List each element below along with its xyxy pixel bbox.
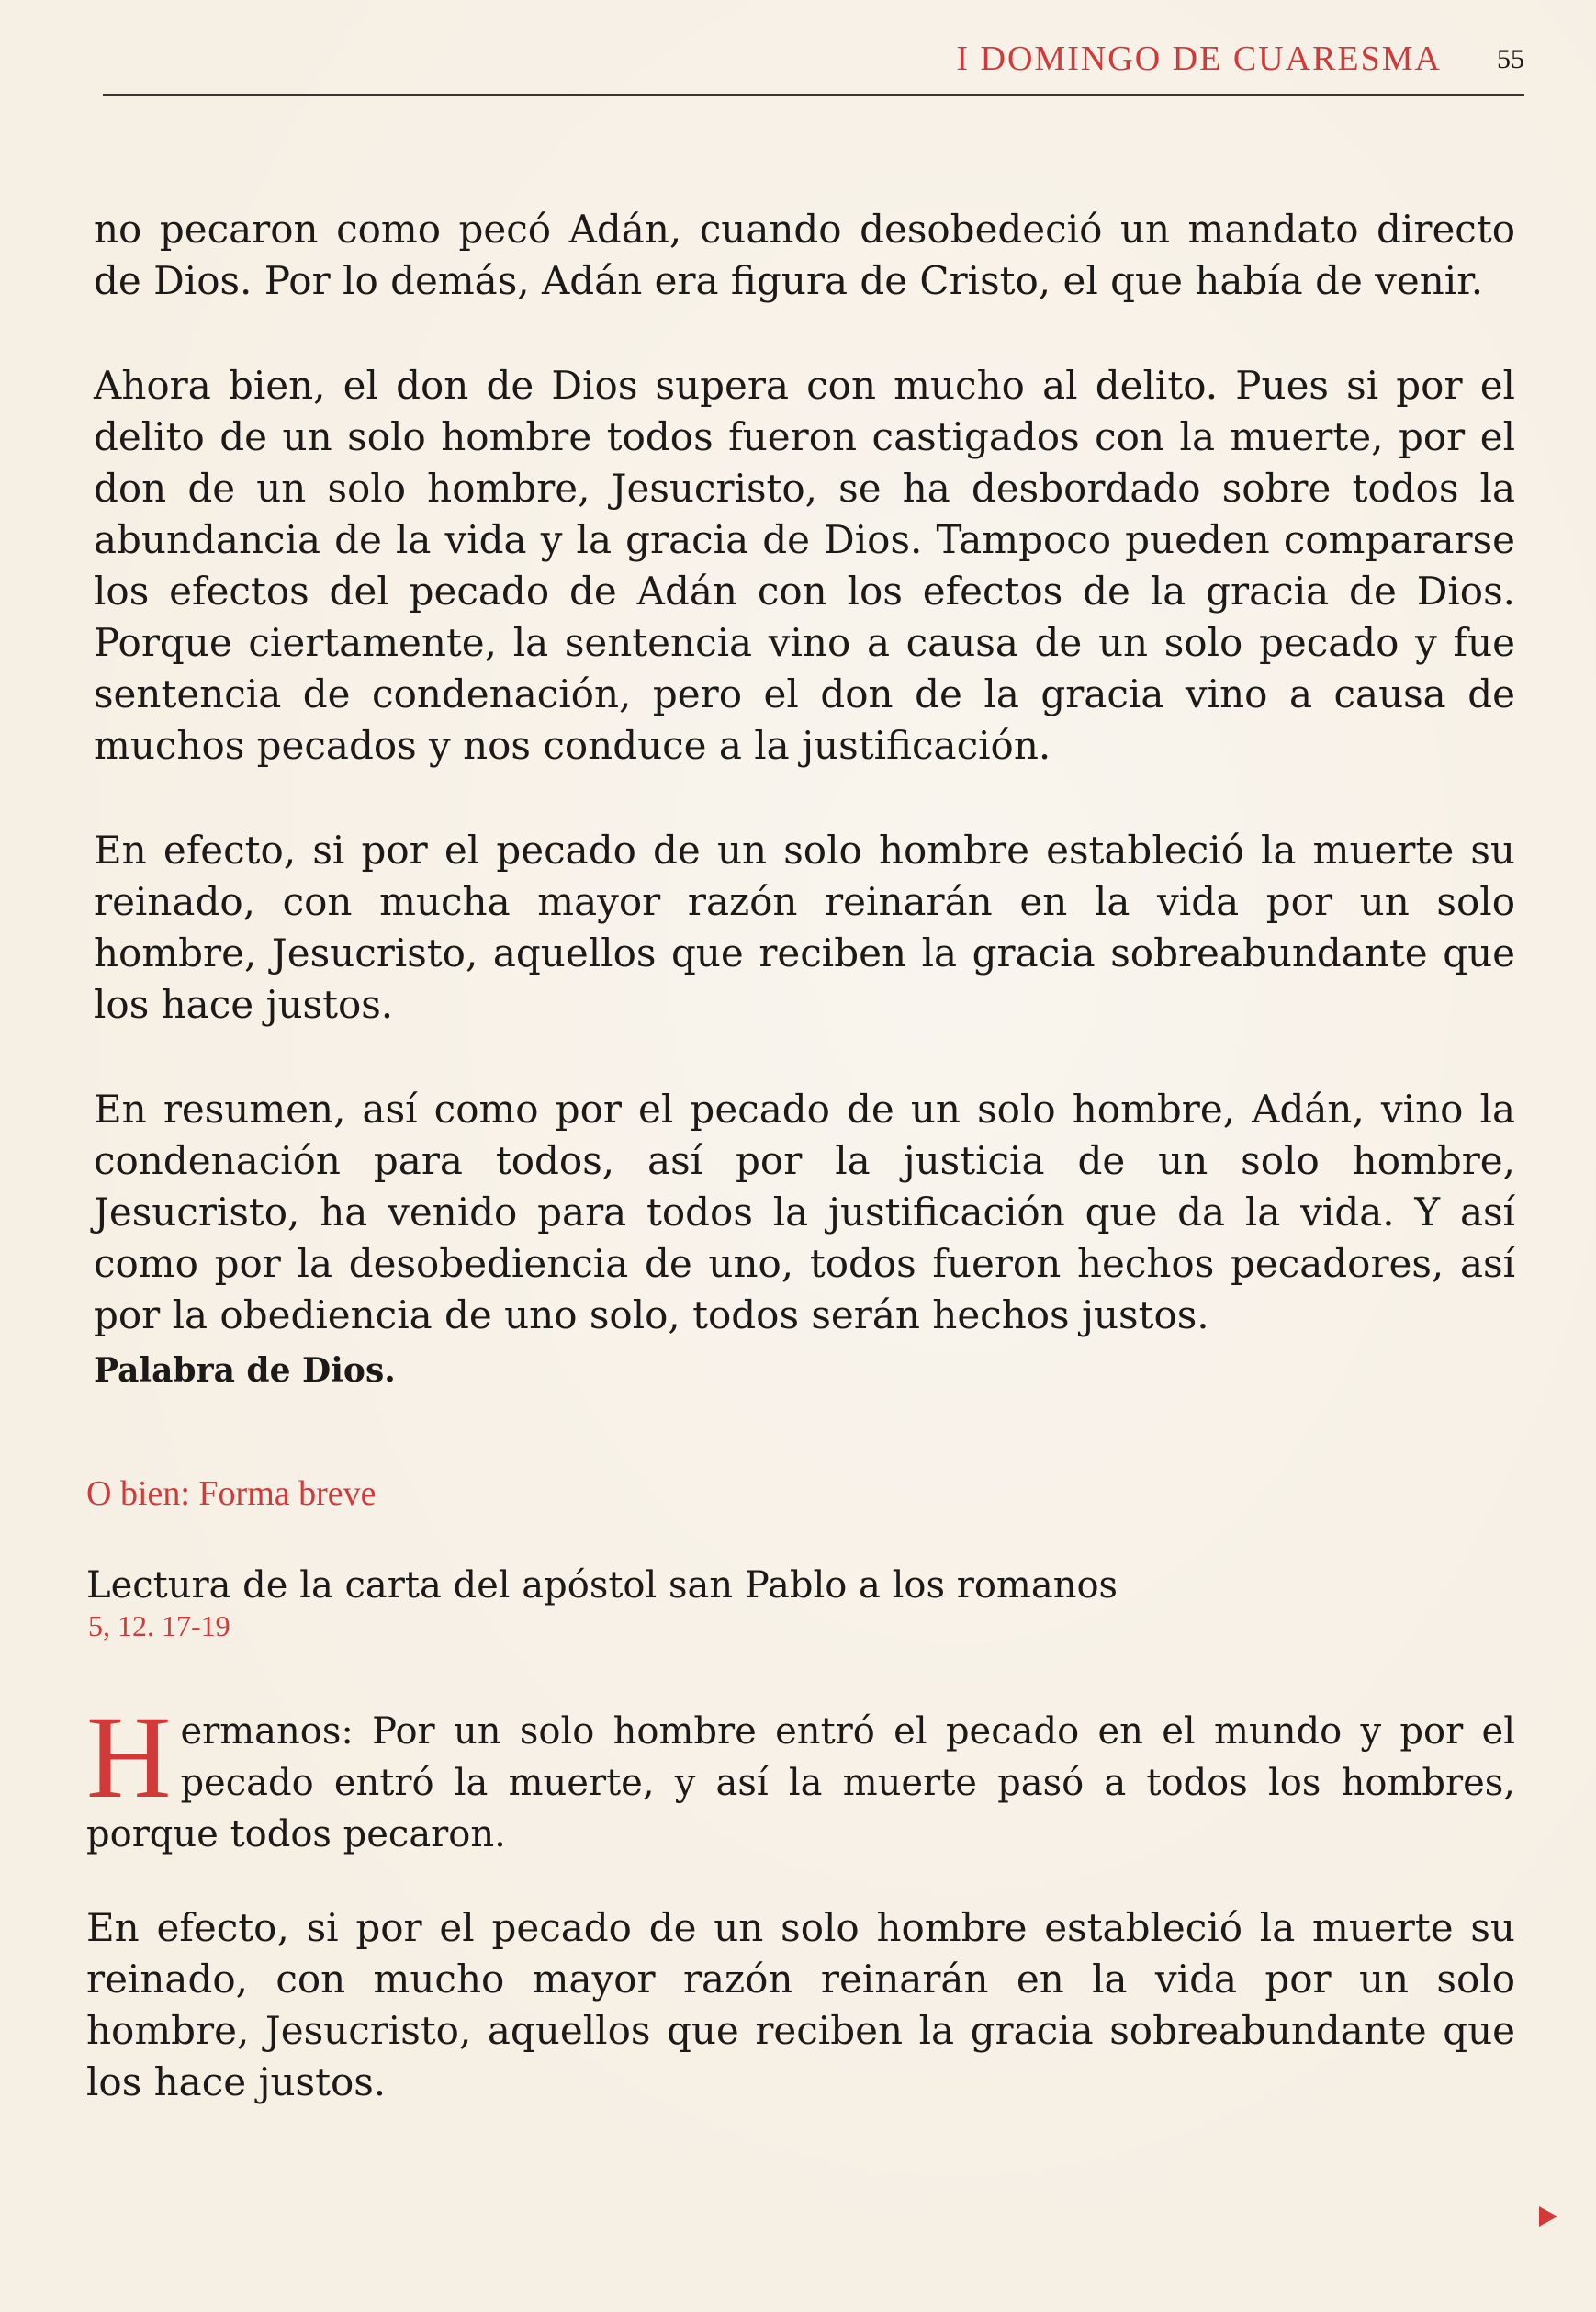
alternative-label: O bien: Forma breve: [86, 1474, 377, 1513]
short-form-paragraph-2: En efecto, si por el pecado de un solo hombre estableció la muerte su reinado, con mucho mayor razón reinarán en la vida por un solo hombre, Jesucristo, aquellos que reciben la gracia sobreabundante que los hace justos.: [86, 1905, 1515, 2104]
short-form-paragraph-1: [86, 1692, 1515, 1860]
drop-cap: H: [86, 1692, 172, 1822]
short-form-paragraph-1-text: ermanos: Por un solo hombre entró el pecado en el mundo y por el pecado entró la muerte, y así la muerte pasó a todos los hombres, porque todos pecaron.: [86, 1710, 1515, 1855]
page-number: 55: [1497, 44, 1524, 74]
paragraph-1: no pecaron como pecó Adán, cuando desobedeció un mandato directo de Dios. Por lo demás, Adán era figura de Cristo, el que había de venir.: [94, 207, 1515, 303]
reading-title: Lectura de la carta del apóstol san Pablo a los romanos: [86, 1564, 1118, 1607]
scripture-citation: 5, 12. 17-19: [88, 1609, 230, 1642]
closing-acclamation: Palabra de Dios.: [94, 1351, 396, 1390]
page-header: [103, 33, 1524, 96]
paragraph-2: Ahora bien, el don de Dios supera con mucho al delito. Pues si por el delito de un solo hombre todos fueron castigados con la muerte, por el don de un solo hombre, Jesucristo, se ha desbordado sobre todos la abundancia de la vida y la gracia de Dios. Tampoco pueden compararse los efectos del pecado de Adán con los efectos de la gracia de Dios. Porque ciertamente, la sentencia vino a causa de un solo pecado y fue sentencia de condenación, pero el don de la gracia vino a causa de muchos pecados y nos conduce a la justificación.: [94, 363, 1515, 768]
next-page-arrow-icon: [1539, 2206, 1557, 2227]
running-head: I DOMINGO DE CUARESMA: [956, 39, 1442, 78]
reading-body: [86, 204, 1515, 2161]
paragraph-3: En efecto, si por el pecado de un solo hombre estableció la muerte su reinado, con mucha mayor razón reinarán en la vida por un solo hombre, Jesucristo, aquellos que reciben la gracia sobreabundante que los hace justos.: [94, 828, 1515, 1027]
paragraph-4: En resumen, así como por el pecado de un solo hombre, Adán, vino la condenación para todos, así por la justicia de un solo hombre, Jesucristo, ha venido para todos la justificación que da la vida. Y así como por la desobediencia de uno, todos fueron hechos pecadores, así por la obediencia de uno solo, todos serán hechos justos.: [94, 1087, 1515, 1337]
